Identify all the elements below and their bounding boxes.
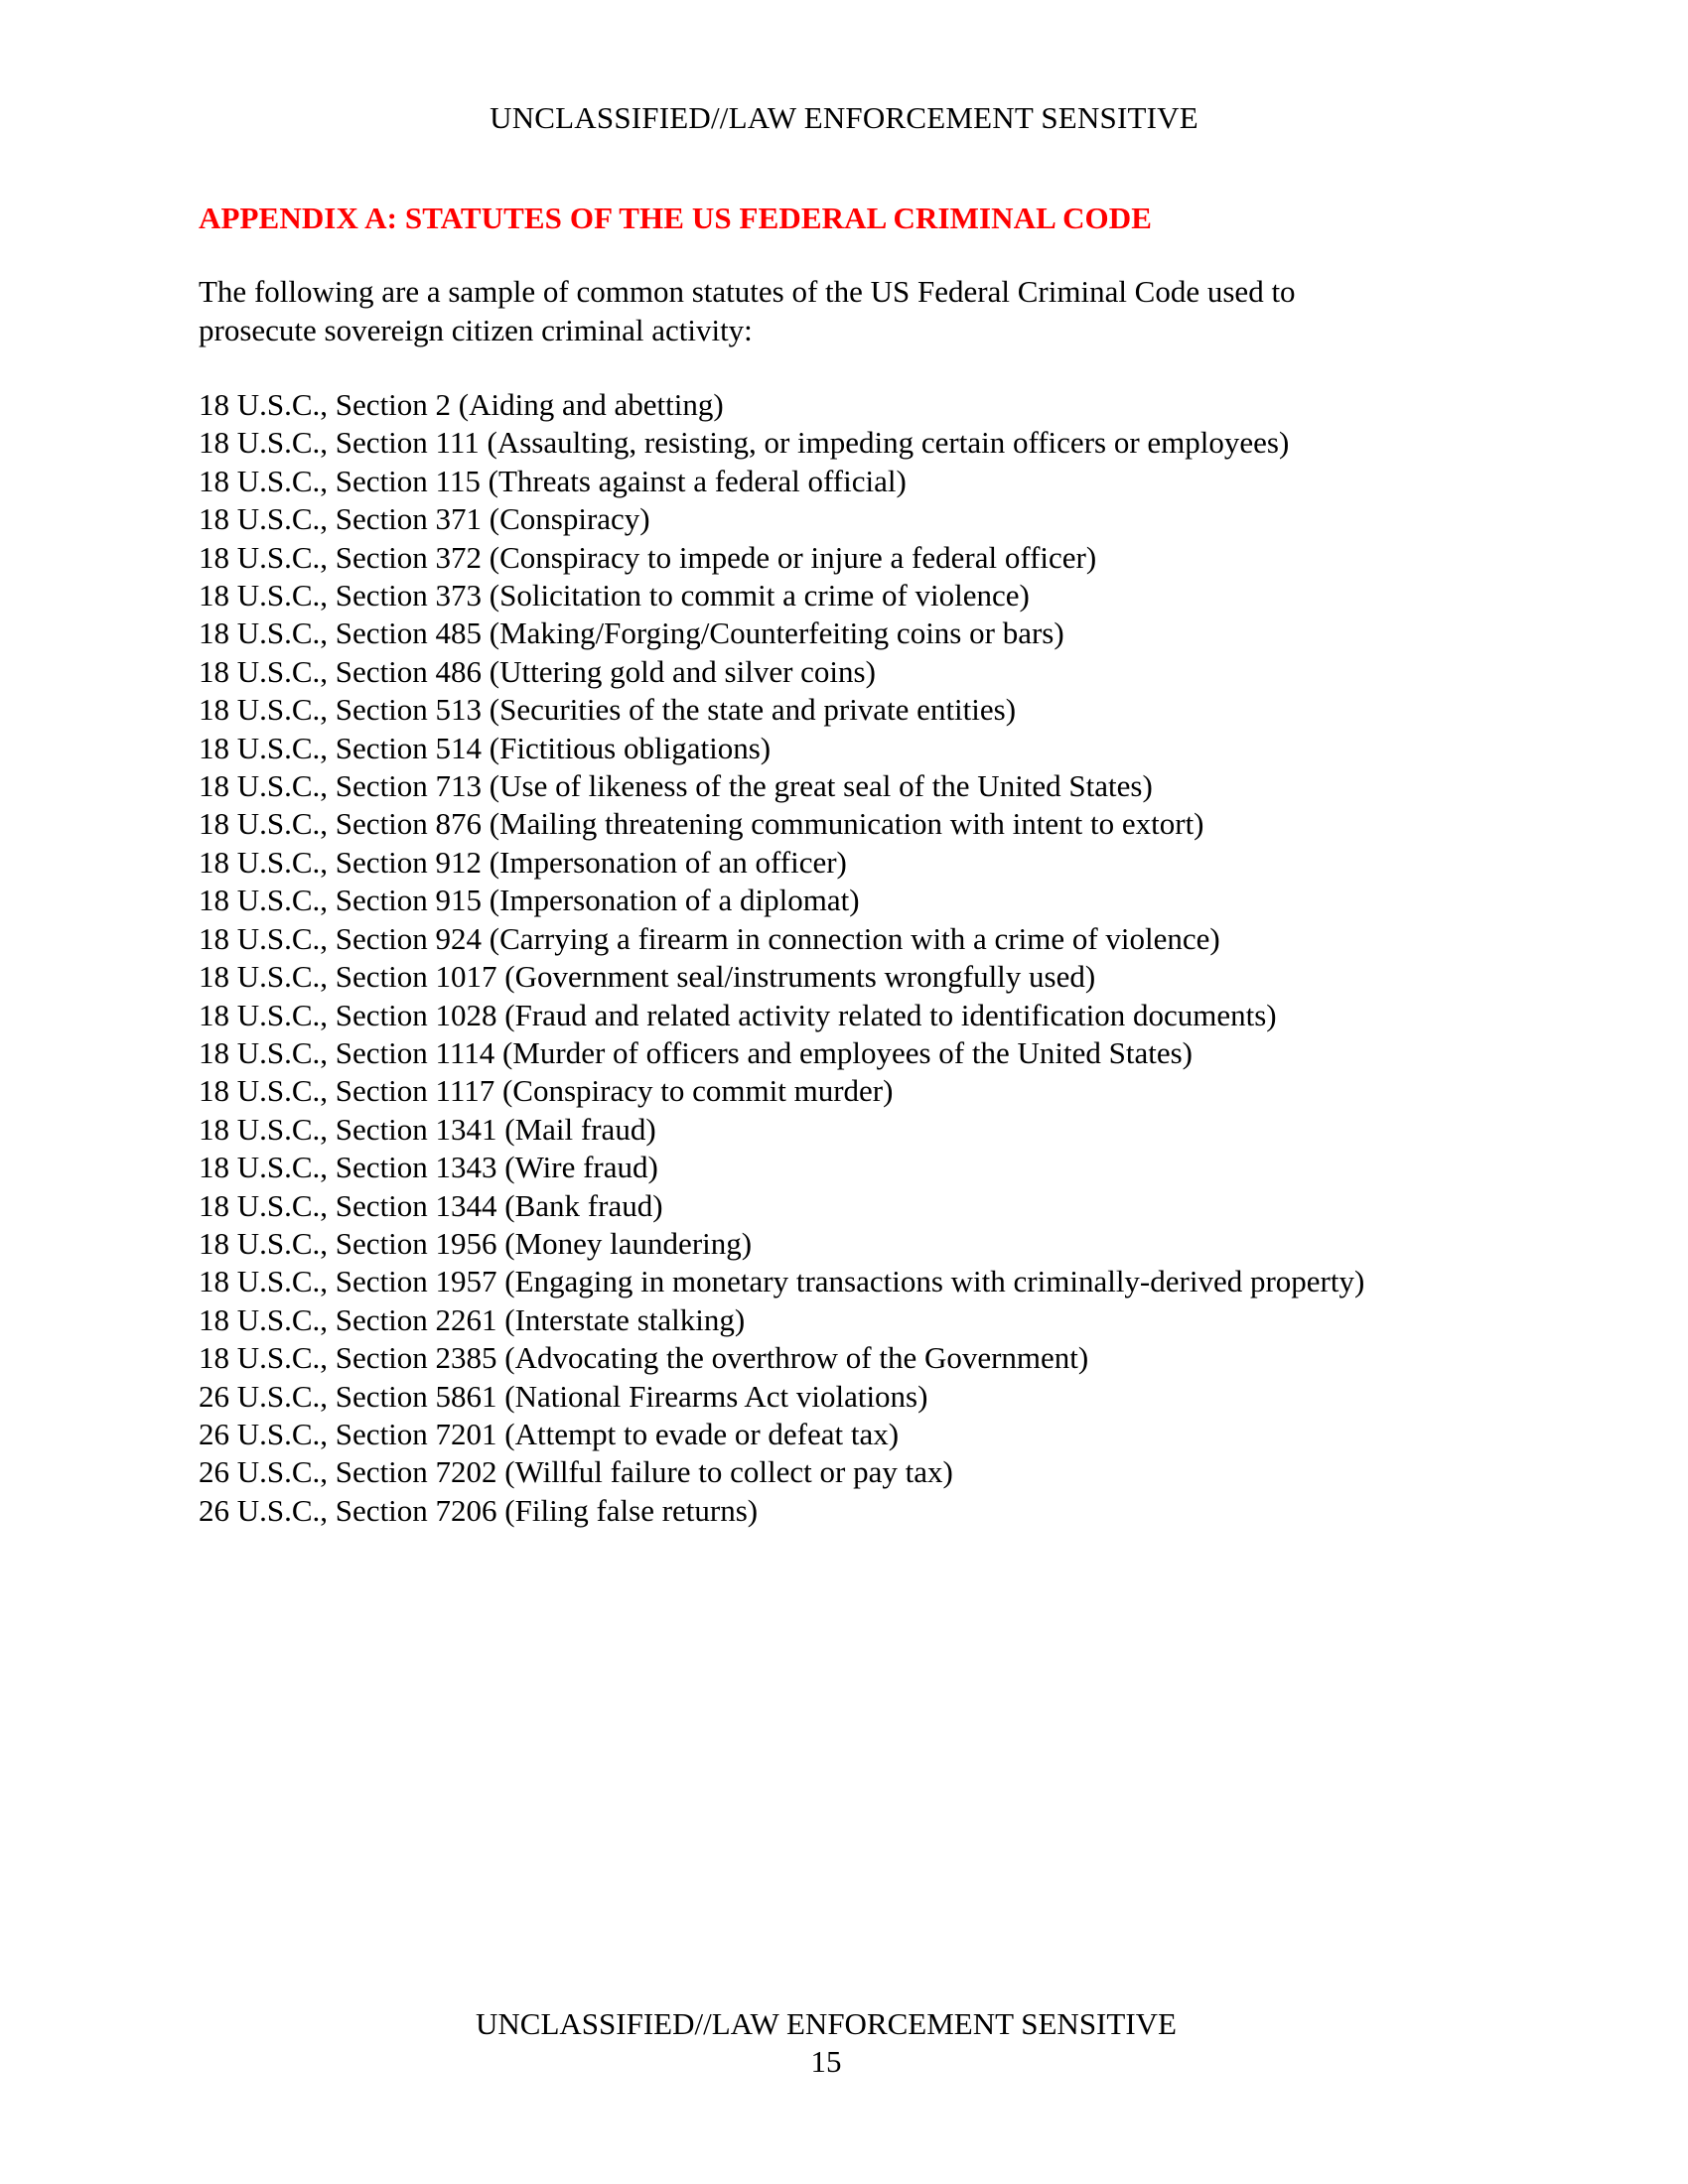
footer-classification-marking: UNCLASSIFIED//LAW ENFORCEMENT SENSITIVE bbox=[476, 2006, 1177, 2041]
header-classification-marking: UNCLASSIFIED//LAW ENFORCEMENT SENSITIVE bbox=[490, 100, 1198, 135]
statute-item: 18 U.S.C., Section 111 (Assaulting, resisting, or impeding certain officers or employees) bbox=[199, 425, 1290, 461]
statute-item: 18 U.S.C., Section 372 (Conspiracy to impede or injure a federal officer) bbox=[199, 539, 1097, 575]
statute-item: 18 U.S.C., Section 876 (Mailing threatening communication with intent to extort) bbox=[199, 806, 1204, 842]
statute-item: 26 U.S.C., Section 5861 (National Firearms Act violations) bbox=[199, 1378, 928, 1414]
statute-item: 18 U.S.C., Section 1028 (Fraud and related activity related to identification documents) bbox=[199, 997, 1277, 1032]
statute-item: 18 U.S.C., Section 1114 (Murder of officers and employees of the United States) bbox=[199, 1034, 1193, 1070]
statute-item: 18 U.S.C., Section 1957 (Engaging in monetary transactions with criminally-derived property) bbox=[199, 1264, 1365, 1299]
intro-paragraph bbox=[199, 273, 1509, 349]
intro-line: The following are a sample of common statutes of the US Federal Criminal Code used to bbox=[199, 274, 1296, 309]
statute-item: 26 U.S.C., Section 7206 (Filing false returns) bbox=[199, 1492, 759, 1528]
page-number: 15 bbox=[810, 2044, 842, 2079]
statute-item: 18 U.S.C., Section 486 (Uttering gold and silver coins) bbox=[199, 653, 876, 689]
statute-item: 18 U.S.C., Section 514 (Fictitious obligations) bbox=[199, 730, 772, 765]
statute-item: 18 U.S.C., Section 2385 (Advocating the overthrow of the Government) bbox=[199, 1340, 1089, 1376]
appendix-title: APPENDIX A: STATUTES OF THE US FEDERAL CRIMINAL CODE bbox=[199, 201, 1153, 235]
statute-item: 18 U.S.C., Section 1956 (Money laundering) bbox=[199, 1225, 753, 1261]
statute-list bbox=[199, 386, 1509, 1530]
statute-item: 26 U.S.C., Section 7202 (Willful failure to collect or pay tax) bbox=[199, 1454, 953, 1490]
statute-item: 26 U.S.C., Section 7201 (Attempt to evade or defeat tax) bbox=[199, 1416, 900, 1451]
intro-line: prosecute sovereign citizen criminal activity: bbox=[199, 312, 753, 347]
statute-item: 18 U.S.C., Section 1343 (Wire fraud) bbox=[199, 1150, 658, 1185]
statute-item: 18 U.S.C., Section 1344 (Bank fraud) bbox=[199, 1187, 663, 1223]
statute-item: 18 U.S.C., Section 485 (Making/Forging/Counterfeiting coins or bars) bbox=[199, 615, 1064, 651]
statute-item: 18 U.S.C., Section 2261 (Interstate stalking) bbox=[199, 1301, 746, 1337]
statute-item: 18 U.S.C., Section 924 (Carrying a firearm in connection with a crime of violence) bbox=[199, 920, 1220, 956]
page-content bbox=[199, 199, 1509, 1546]
statute-item: 18 U.S.C., Section 912 (Impersonation of an officer) bbox=[199, 844, 847, 880]
statute-item: 18 U.S.C., Section 371 (Conspiracy) bbox=[199, 501, 650, 537]
statute-item: 18 U.S.C., Section 115 (Threats against a federal official) bbox=[199, 463, 907, 498]
statute-item: 18 U.S.C., Section 1341 (Mail fraud) bbox=[199, 1111, 656, 1147]
statute-item: 18 U.S.C., Section 513 (Securities of the state and private entities) bbox=[199, 692, 1017, 728]
statute-item: 18 U.S.C., Section 1017 (Government seal/instruments wrongfully used) bbox=[199, 959, 1096, 995]
page-footer bbox=[0, 2005, 1652, 2081]
statute-item: 18 U.S.C., Section 2 (Aiding and abetting) bbox=[199, 387, 724, 422]
statute-item: 18 U.S.C., Section 373 (Solicitation to commit a crime of violence) bbox=[199, 578, 1030, 614]
statute-item: 18 U.S.C., Section 915 (Impersonation of a diplomat) bbox=[199, 883, 860, 918]
statute-item: 18 U.S.C., Section 1117 (Conspiracy to commit murder) bbox=[199, 1073, 894, 1109]
statute-item: 18 U.S.C., Section 713 (Use of likeness of the great seal of the United States) bbox=[199, 768, 1153, 804]
